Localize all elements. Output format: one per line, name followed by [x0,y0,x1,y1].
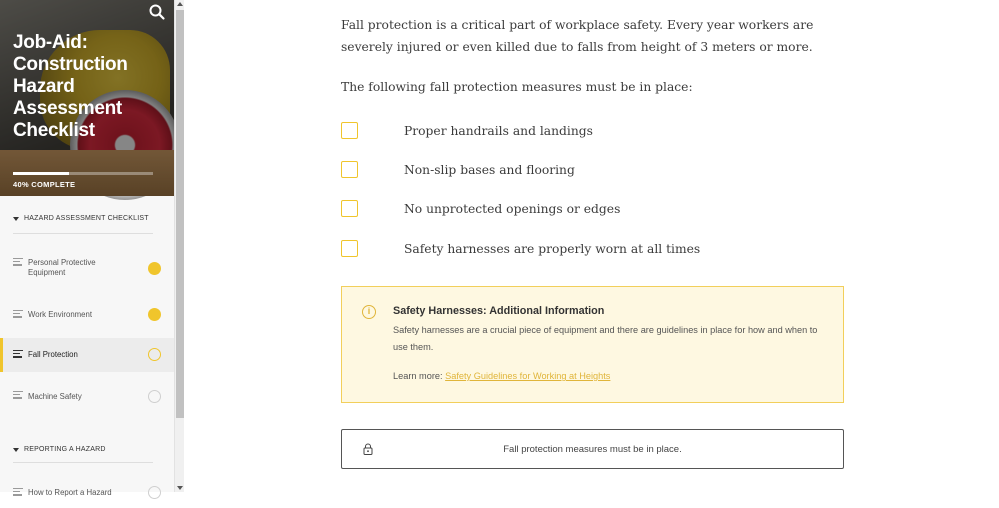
scrollbar-thumb[interactable] [176,10,184,418]
info-icon: i [362,305,376,319]
search-icon[interactable] [148,3,166,21]
learn-more-prefix: Learn more: [393,371,443,381]
complete-status-icon [148,262,161,275]
caret-down-icon [13,217,19,221]
lesson-lines-icon [13,391,23,399]
progress-bar [13,172,153,175]
section-heading: HAZARD ASSESSMENT CHECKLIST [24,215,149,222]
divider [13,462,153,463]
in-progress-status-icon [148,348,161,361]
section-toggle-reporting-a-hazard[interactable] [13,446,106,453]
callout-title: Safety Harnesses: Additional Information [393,305,605,317]
caret-down-icon [13,448,19,452]
checklist-lead: The following fall protection measures must be in place: [341,80,693,94]
section-heading: REPORTING A HAZARD [24,446,106,453]
not-started-status-icon [148,486,161,499]
checklist-item-label: Proper handrails and landings [404,123,593,138]
course-hero-image [0,0,174,196]
lesson-label: Machine Safety [28,392,82,401]
checklist-item-label: Safety harnesses are properly worn at all times [404,241,701,256]
scroll-down-arrow-icon[interactable] [177,486,183,490]
lesson-machine-safety[interactable] [0,382,174,410]
divider [13,233,153,234]
not-started-status-icon [148,390,161,403]
continue-gate [341,429,844,469]
progress-label: 40% COMPLETE [13,180,76,189]
checklist-item[interactable] [341,200,621,217]
lesson-lines-icon [13,350,23,358]
checklist-item[interactable] [341,161,575,178]
info-callout [341,286,844,403]
lesson-lines-icon [13,258,23,266]
safety-guidelines-link[interactable]: Safety Guidelines for Working at Heights [445,371,611,381]
checkbox[interactable] [341,200,358,217]
lesson-fall-protection[interactable] [0,338,174,372]
checklist-item[interactable] [341,122,593,139]
lesson-personal-protective-equipment[interactable] [0,250,174,286]
lesson-content [184,0,999,492]
sidebar-scrollbar[interactable] [174,0,184,492]
lesson-lines-icon [13,488,23,496]
checkbox[interactable] [341,122,358,139]
section-toggle-hazard-assessment[interactable] [13,215,149,222]
lesson-label: Fall Protection [28,350,78,359]
progress-bar-fill [13,172,69,175]
course-sidebar [0,0,174,497]
checklist-item[interactable] [341,240,701,257]
lesson-lines-icon [13,310,23,318]
callout-body: Safety harnesses are a crucial piece of equipment and there are guidelines in place for how and when to use them. [393,325,818,352]
gate-message: Fall protection measures must be in place. [503,444,682,455]
scroll-up-arrow-icon[interactable] [177,2,183,6]
lesson-label: Personal Protective Equipment [28,258,96,277]
complete-status-icon [148,308,161,321]
checklist-item-label: No unprotected openings or edges [404,201,621,216]
checkbox[interactable] [341,161,358,178]
lesson-work-environment[interactable] [0,300,174,328]
course-title: Job-Aid: Construction Hazard Assessment Checklist [13,32,128,141]
checkbox[interactable] [341,240,358,257]
lesson-how-to-report-a-hazard[interactable] [0,480,174,508]
intro-paragraph: Fall protection is a critical part of workplace safety. Every year workers are severely injured or even killed due to falls from height of 3 meters or more. [341,18,814,54]
lesson-label: How to Report a Hazard [28,488,112,497]
checklist-item-label: Non-slip bases and flooring [404,162,575,177]
learn-more [393,371,610,381]
lesson-label: Work Environment [28,310,92,319]
